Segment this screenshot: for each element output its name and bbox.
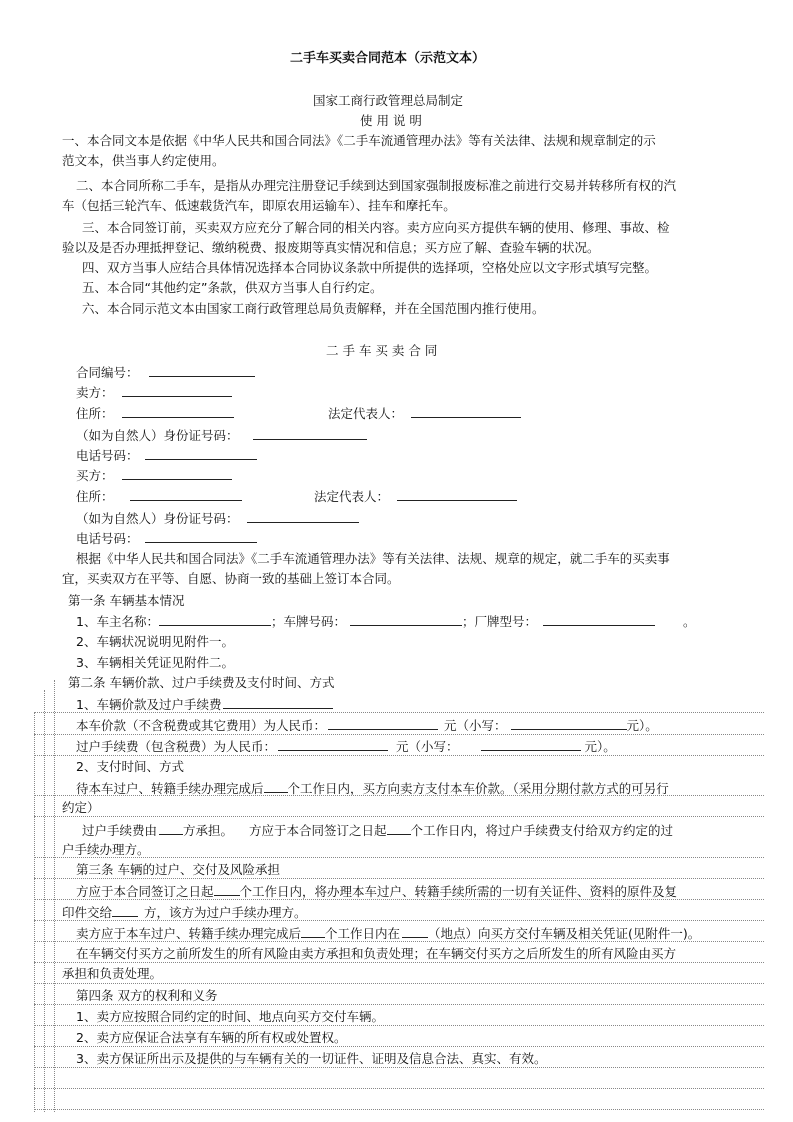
art3-days-blank[interactable] xyxy=(214,883,240,896)
seller-id-blank[interactable] xyxy=(253,427,367,440)
owner-name-label: 1、车主名称： xyxy=(76,614,159,629)
instruction-line: 五、本合同“其他约定”条款，供双方当事人自行约定。 xyxy=(82,280,383,295)
art3-para-2 xyxy=(76,925,700,942)
buyer-legal-rep-field xyxy=(314,488,517,505)
seller-field xyxy=(76,384,232,401)
instruction-line: 一、本合同文本是依据《中华人民共和国合同法》《二手车流通管理办法》等有关法律、法规和规章制定的示 xyxy=(62,133,656,148)
document-title: 二手车买卖合同范本（示范文本） xyxy=(290,51,486,66)
buyer-field xyxy=(76,467,232,484)
fee-payment-line-cont: 户手续办理方。 xyxy=(62,842,150,857)
article-2-heading: 第二条 车辆价款、过户手续费及支付时间、方式 xyxy=(68,675,335,690)
instruction-line: 六、本合同示范文本由国家工商行政管理总局负责解释，并在全国范围内推行使用。 xyxy=(82,301,545,316)
fee-line xyxy=(76,738,616,755)
instruction-line: 二、本合同所称二手车，是指从办理完注册登记手续到达到国家强制报废标准之前进行交易并转移所有权的汽 xyxy=(76,178,677,193)
dotted-rule xyxy=(34,1046,764,1047)
buyer-address-blank[interactable] xyxy=(130,488,242,501)
payment-label: 待本车过户、转籍手续办理完成后 xyxy=(76,781,264,796)
model-label: ；厂牌型号： xyxy=(461,614,537,629)
price-end: 元）。 xyxy=(626,718,658,733)
dotted-rule xyxy=(34,816,764,817)
address-label: 住所： xyxy=(76,406,114,421)
price-small-label: 元（小写： xyxy=(444,718,507,733)
art3-para-1-cont xyxy=(62,904,307,921)
payment-line-cont: 约定） xyxy=(62,800,100,815)
art3-p1-end: 方，该方为过户手续办理方。 xyxy=(144,905,307,920)
dotted-rule xyxy=(34,962,764,963)
price-label: 本车价款（不含税费或其它费用）为人民币： xyxy=(76,718,327,733)
price-line xyxy=(76,717,658,734)
fee-due-label: 方应于本合同签订之日起 xyxy=(249,823,387,838)
art2-line-2: 2、支付时间、方式 xyxy=(76,759,184,774)
dotted-rule xyxy=(34,1025,764,1026)
dotted-rule xyxy=(34,920,764,921)
model-blank[interactable] xyxy=(543,613,655,626)
seller-address-field xyxy=(76,405,234,422)
dotted-rule xyxy=(34,1067,764,1068)
fee-end: 元）。 xyxy=(584,739,616,754)
art1-line-3: 3、车辆相关凭证见附件二。 xyxy=(76,655,234,670)
contract-no-field xyxy=(76,364,255,381)
seller-legal-rep-field xyxy=(328,405,521,422)
article-1-heading: 第一条 车辆基本情况 xyxy=(68,593,185,608)
price-blank[interactable] xyxy=(328,717,438,730)
plate-blank[interactable] xyxy=(350,613,462,626)
instructions-heading: 使 用 说 明 xyxy=(360,113,422,128)
preamble-line: 宜，买卖双方在平等、自愿、协商一致的基础上签订本合同。 xyxy=(62,571,400,586)
art3-p1-text: 个工作日内，将办理本车过户、转籍手续所需的一切有关证件、资料的原件及复 xyxy=(239,884,678,899)
dotted-rule xyxy=(34,941,764,942)
address-label: 住所： xyxy=(76,489,114,504)
article-4-heading: 第四条 双方的权利和义务 xyxy=(76,988,218,1003)
fee-label: 过户手续费（包含税费）为人民币： xyxy=(76,739,277,754)
art4-line-2: 2、卖方应保证合法享有车辆的所有权或处置权。 xyxy=(76,1030,347,1045)
art3-p2-label: 卖方应于本车过户、转籍手续办理完成后 xyxy=(76,926,302,941)
price-small-blank[interactable] xyxy=(511,717,627,730)
legal-rep-label: 法定代表人： xyxy=(314,489,390,504)
art3-p1-hand-label: 印件交给 xyxy=(62,905,113,920)
art3-party-blank[interactable] xyxy=(112,904,138,917)
dotted-rule xyxy=(34,1109,764,1110)
art3-place-blank[interactable] xyxy=(402,925,428,938)
dotted-rule xyxy=(34,983,764,984)
article-3-heading: 第三条 车辆的过户、交付及风险承担 xyxy=(76,862,280,877)
dotted-rule xyxy=(34,755,764,756)
art4-line-1: 1、卖方应按照合同约定的时间、地点向买方交付车辆。 xyxy=(76,1009,384,1024)
payment-days-blank[interactable] xyxy=(264,780,288,793)
art3-para-1 xyxy=(76,883,677,900)
art3-p1-label: 方应于本合同签订之日起 xyxy=(76,884,214,899)
id-label: （如为自然人）身份证号码： xyxy=(76,428,239,443)
dotted-rule xyxy=(34,1004,764,1005)
art3-delivery-days-blank[interactable] xyxy=(301,925,325,938)
buyer-phone-field xyxy=(76,530,257,547)
fee-small-label: 元（小写： xyxy=(396,739,459,754)
contract-no-blank[interactable] xyxy=(149,364,255,377)
fee-payer-blank[interactable] xyxy=(159,822,183,835)
phone-label: 电话号码： xyxy=(76,448,139,463)
buyer-blank[interactable] xyxy=(122,467,232,480)
instruction-line: 四、双方当事人应结合具体情况选择本合同协议条款中所提供的选择项，空格处应以文字形式填写完整。 xyxy=(82,260,658,275)
line-end: 。 xyxy=(683,614,696,629)
dotted-rule xyxy=(34,712,764,713)
contract-heading: 二 手 车 买 卖 合 同 xyxy=(326,343,438,358)
instruction-line: 三、本合同签订前，买卖双方应充分了解合同的相关内容。卖方应向买方提供车辆的使用、修理、事故、检 xyxy=(82,220,670,235)
fee-payer-label: 过户手续费由 xyxy=(82,823,158,838)
phone-label: 电话号码： xyxy=(76,531,139,546)
price-fee-blank[interactable] xyxy=(223,696,333,709)
seller-legal-rep-blank[interactable] xyxy=(411,405,521,418)
owner-name-blank[interactable] xyxy=(159,613,271,626)
buyer-label: 买方： xyxy=(76,468,114,483)
dotted-rule xyxy=(34,899,764,900)
art3-para-3: 在车辆交付买方之前所发生的所有风险由卖方承担和负责处理；在车辆交付买方之后所发生的所有风险由买方 xyxy=(76,946,677,961)
instruction-line: 车（包括三轮汽车、低速载货汽车，即原农用运输车）、挂车和摩托车。 xyxy=(62,198,456,213)
art1-line-1 xyxy=(76,613,696,630)
seller-phone-blank[interactable] xyxy=(145,447,257,460)
dotted-rule xyxy=(34,734,764,735)
fee-payment-line xyxy=(82,822,673,839)
dotted-margin xyxy=(34,712,35,1112)
dotted-margin xyxy=(44,690,45,1112)
buyer-address-field xyxy=(76,488,242,505)
fee-payer-text: 方承担。 xyxy=(183,823,234,838)
plate-label: ；车牌号码： xyxy=(270,614,346,629)
seller-id-field xyxy=(76,427,367,444)
buyer-id-blank[interactable] xyxy=(247,510,359,523)
art2-line-1 xyxy=(76,696,333,713)
art3-para-3-cont: 承担和负责处理。 xyxy=(62,966,163,981)
dotted-rule xyxy=(34,857,764,858)
art4-line-3: 3、卖方保证所出示及提供的与车辆有关的一切证件、证明及信息合法、真实、有效。 xyxy=(76,1051,547,1066)
buyer-legal-rep-blank[interactable] xyxy=(397,488,517,501)
fee-due-text: 个工作日内，将过户手续费支付给双方约定的过 xyxy=(410,823,674,838)
instruction-line: 范文本，供当事人约定使用。 xyxy=(62,153,225,168)
dotted-rule xyxy=(34,878,764,879)
art1-line-2: 2、车辆状况说明见附件一。 xyxy=(76,634,234,649)
id-label: （如为自然人）身份证号码： xyxy=(76,511,239,526)
legal-rep-label: 法定代表人： xyxy=(328,406,404,421)
payment-text: 个工作日内，买方向卖方支付本车价款。（采用分期付款方式的可另行 xyxy=(287,781,669,796)
price-fee-label: 1、车辆价款及过户手续费 xyxy=(76,697,222,712)
art3-p2-mid: 个工作日内在 xyxy=(325,926,401,941)
fee-blank[interactable] xyxy=(278,738,388,751)
contract-no-label: 合同编号： xyxy=(76,365,139,380)
buyer-id-field xyxy=(76,510,359,527)
art3-p2-end: （地点）向买方交付车辆及相关凭证(见附件一)。 xyxy=(428,926,701,941)
issuer-line: 国家工商行政管理总局制定 xyxy=(313,93,464,108)
dotted-rule xyxy=(34,795,764,796)
seller-blank[interactable] xyxy=(122,384,232,397)
seller-address-blank[interactable] xyxy=(122,405,234,418)
seller-phone-field xyxy=(76,447,257,464)
fee-days-blank[interactable] xyxy=(387,822,411,835)
dotted-rule xyxy=(34,1088,764,1089)
instruction-line: 验以及是否办理抵押登记、缴纳税费、报废期等真实情况和信息；买方应了解、查验车辆的状况。 xyxy=(62,240,600,255)
fee-small-blank[interactable] xyxy=(481,738,581,751)
seller-label: 卖方： xyxy=(76,385,114,400)
buyer-phone-blank[interactable] xyxy=(145,530,257,543)
dotted-margin xyxy=(54,680,55,1112)
preamble-line: 根据《中华人民共和国合同法》《二手车流通管理办法》等有关法律、法规、规章的规定，就二手车的买卖事 xyxy=(76,551,670,566)
